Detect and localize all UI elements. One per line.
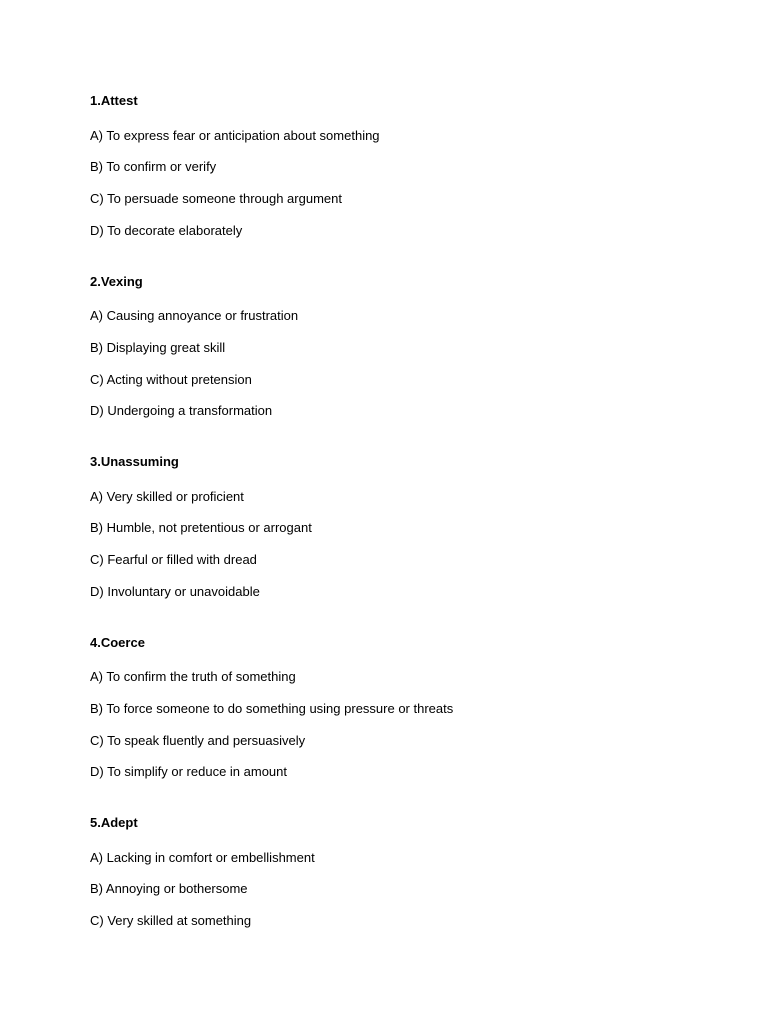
question-title: 1.Attest	[90, 93, 138, 108]
question-title: 5.Adept	[90, 815, 138, 830]
answer-option: A) To confirm the truth of something	[90, 669, 296, 684]
answer-option: C) Acting without pretension	[90, 372, 252, 387]
answer-option: A) Lacking in comfort or embellishment	[90, 850, 315, 865]
question-title: 2.Vexing	[90, 274, 143, 289]
answer-option: D) Undergoing a transformation	[90, 403, 273, 418]
answer-option: C) Very skilled at something	[90, 913, 252, 928]
question-title: 3.Unassuming	[90, 454, 179, 469]
answer-option: B) Displaying great skill	[90, 340, 226, 355]
answer-option: C) To persuade someone through argument	[90, 191, 342, 206]
answer-option: D) To simplify or reduce in amount	[90, 764, 288, 779]
answer-option: D) To decorate elaborately	[90, 223, 243, 238]
answer-option: A) To express fear or anticipation about something	[90, 128, 380, 143]
answer-option: C) Fearful or filled with dread	[90, 552, 257, 567]
answer-option: B) Annoying or bothersome	[90, 881, 248, 896]
answer-option: C) To speak fluently and persuasively	[90, 733, 306, 748]
answer-option: B) Humble, not pretentious or arrogant	[90, 520, 312, 535]
answer-option: D) Involuntary or unavoidable	[90, 584, 260, 599]
answer-option: A) Causing annoyance or frustration	[90, 308, 299, 323]
answer-option: B) To confirm or verify	[90, 159, 217, 174]
answer-option: B) To force someone to do something using pressure or threats	[90, 701, 454, 716]
answer-option: A) Very skilled or proficient	[90, 489, 244, 504]
question-title: 4.Coerce	[90, 635, 145, 650]
